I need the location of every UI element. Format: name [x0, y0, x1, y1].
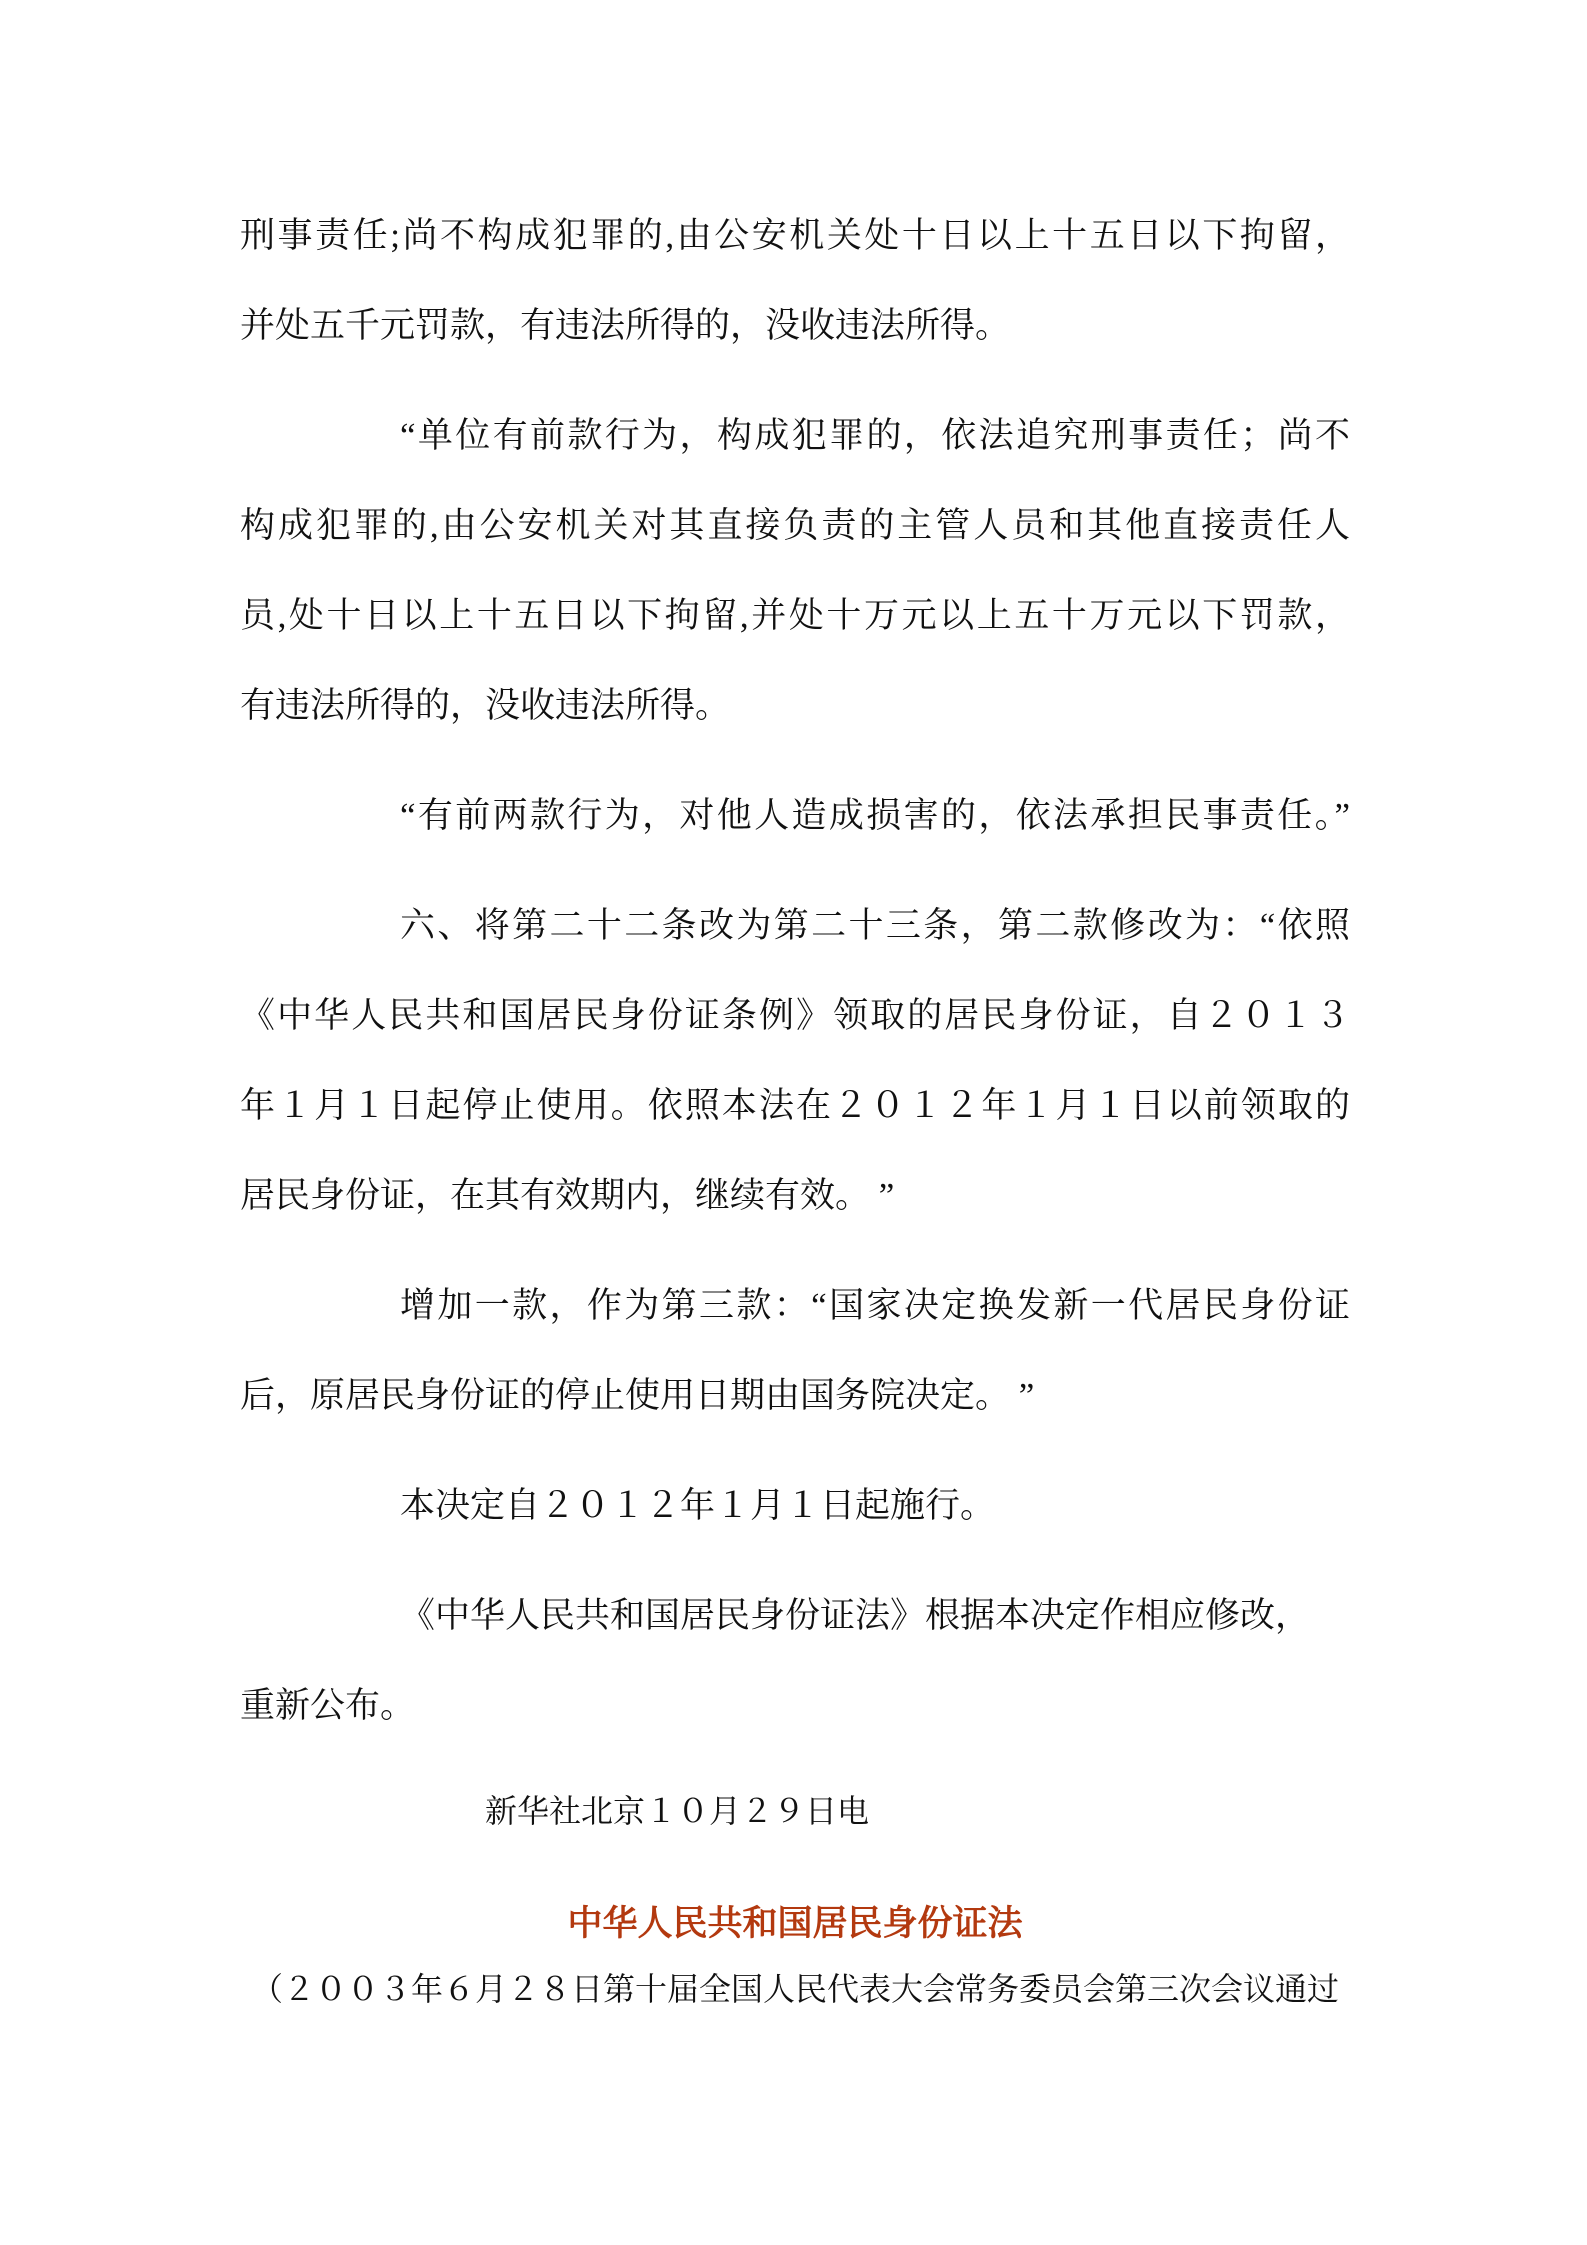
- body-line: 六、将第二十二条改为第二十三条，第二款修改为：“依照: [400, 906, 1350, 945]
- body-line: 重新公布。: [240, 1686, 416, 1725]
- body-paragraph: [240, 881, 1350, 1241]
- body-paragraph: [240, 1461, 1350, 1551]
- body-paragraph: [240, 771, 1350, 861]
- body-paragraph: [240, 391, 1350, 751]
- law-title: 中华人民共和国居民身份证法: [567, 1904, 1023, 1943]
- body-line: 有违法所得的，没收违法所得。: [240, 686, 731, 725]
- body-paragraph: [240, 191, 1350, 371]
- dateline: 新华社北京１０月２９日电: [485, 1793, 870, 1829]
- body-line: 《中华人民共和国居民身份证法》根据本决定作相应修改，: [400, 1596, 1311, 1635]
- body-line: 年１月１日起停止使用。依照本法在２０１２年１月１日以前领取的: [240, 1086, 1350, 1125]
- body-line: 后，原居民身份证的停止使用日期由国务院决定。 ”: [240, 1376, 1035, 1415]
- body-line: “单位有前款行为，构成犯罪的，依法追究刑事责任；尚不: [400, 416, 1350, 455]
- body-line: 增加一款，作为第三款：“国家决定换发新一代居民身份证: [400, 1286, 1350, 1325]
- body-line: 构成犯罪的,由公安机关对其直接负责的主管人员和其他直接责任人: [240, 506, 1350, 545]
- body-paragraph: [240, 1571, 1350, 1751]
- body-line: 《中华人民共和国居民身份证条例》领取的居民身份证，自２０１３: [240, 996, 1350, 1035]
- body-paragraph: [240, 1261, 1350, 1441]
- body-line: “有前两款行为，对他人造成损害的，依法承担民事责任。”: [400, 796, 1350, 835]
- dateline-paragraph: [240, 1771, 1350, 1851]
- body-line: 并处五千元罚款，有违法所得的，没收违法所得。: [240, 306, 1011, 345]
- body-line: 刑事责任;尚不构成犯罪的,由公安机关处十日以上十五日以下拘留，: [240, 216, 1350, 255]
- body-line: 本决定自２０１２年１月１日起施行。: [400, 1486, 996, 1525]
- body-line: 居民身份证，在其有效期内，继续有效。 ”: [240, 1176, 895, 1215]
- body-line: 员,处十日以上十五日以下拘留,并处十万元以上五十万元以下罚款，: [240, 596, 1350, 635]
- law-subtitle: （２００３年６月２８日第十届全国人民代表大会常务委员会第三次会议通过: [250, 1971, 1339, 2007]
